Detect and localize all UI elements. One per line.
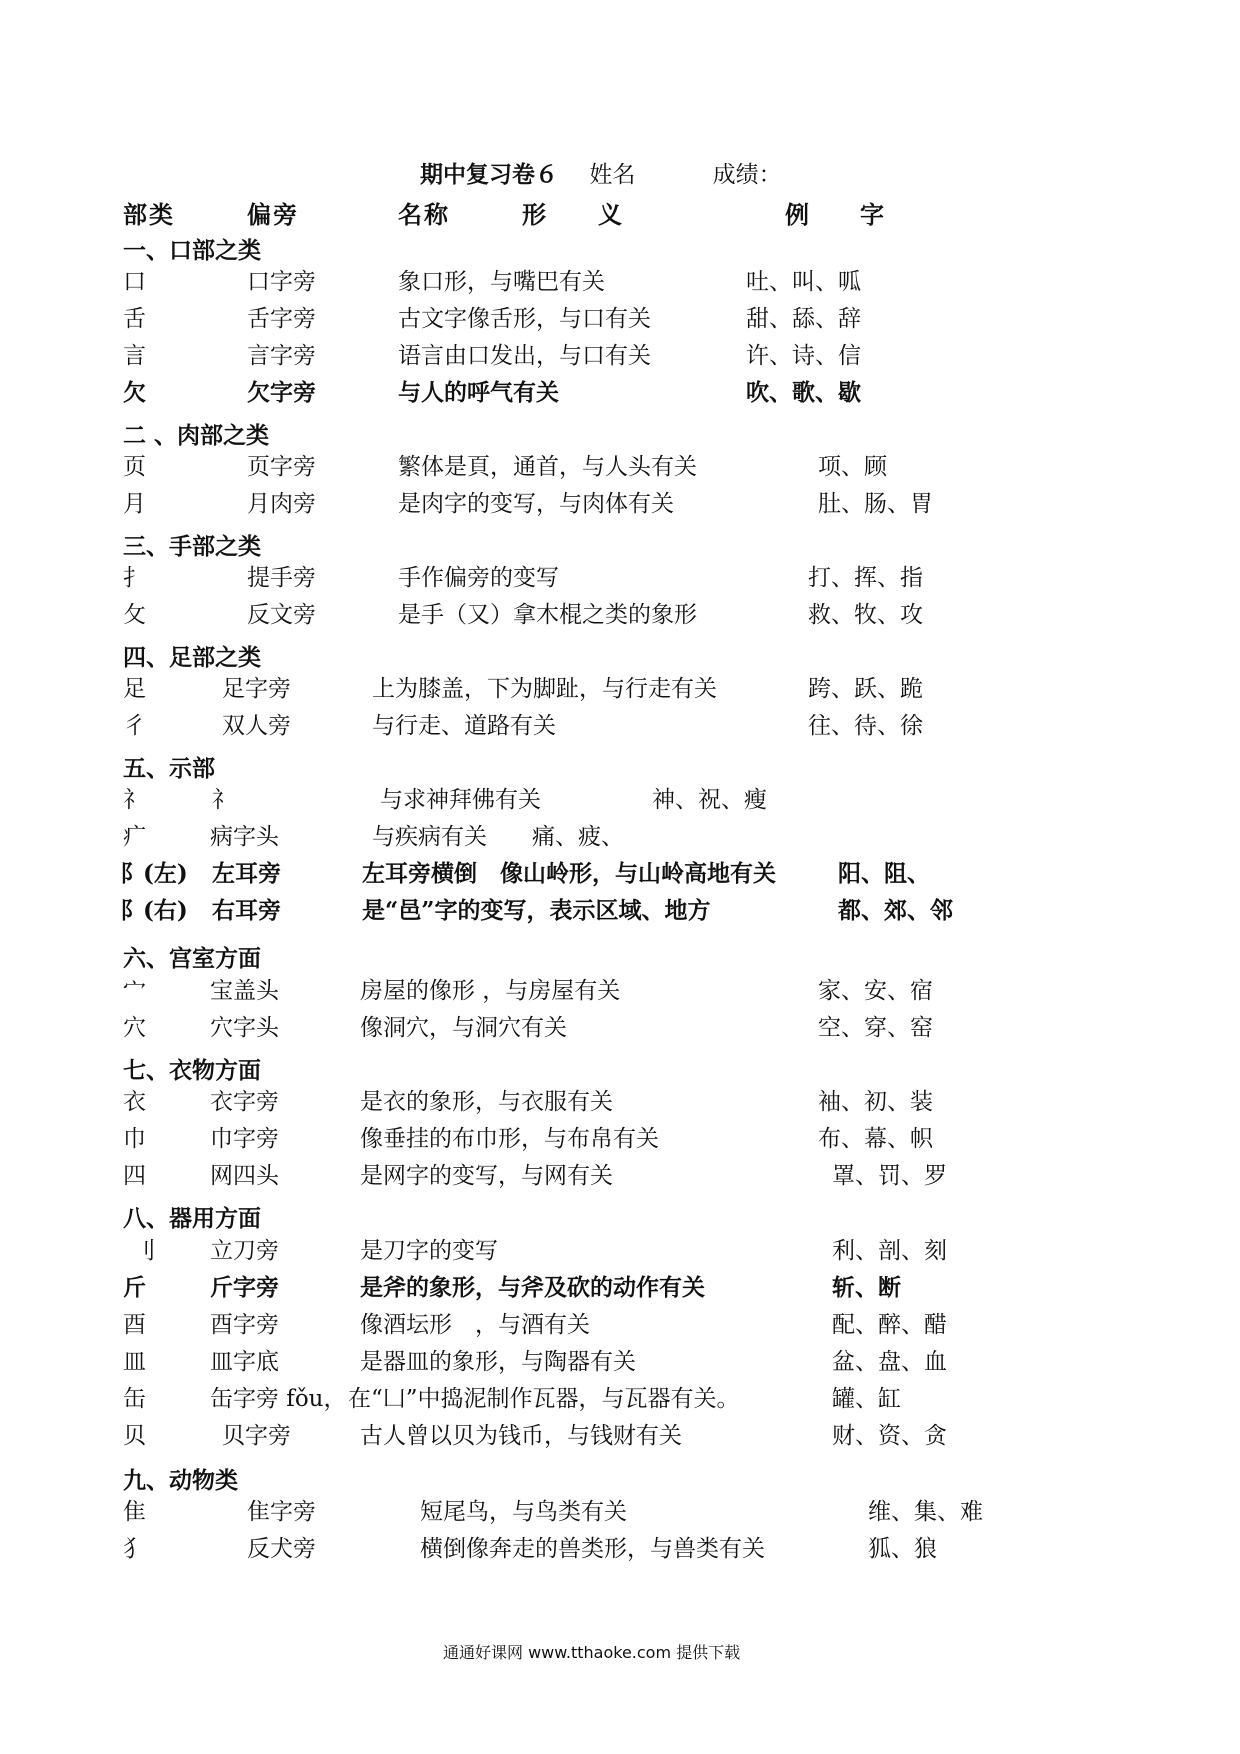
table-row <box>0 674 1240 708</box>
table-row <box>0 711 1240 745</box>
meaning-cell: 手作偏旁的变写 <box>398 565 559 591</box>
name-cell: 皿字底 <box>210 1349 279 1375</box>
page-title <box>420 156 782 189</box>
header-meaning: 义 <box>598 200 624 229</box>
name-cell: 隹字旁 <box>247 1499 316 1525</box>
examples-cell: 利、剖、刻 <box>832 1238 947 1264</box>
section-heading: 一、口部之类 <box>123 237 261 264</box>
meaning-cell: 像洞穴，与洞穴有关 <box>360 1015 567 1041</box>
name-cell: 左耳旁 <box>212 860 281 887</box>
table-row <box>0 1013 1240 1047</box>
examples-cell: 许、诗、信 <box>746 343 861 369</box>
name-cell: 反文旁 <box>247 602 316 628</box>
radical-cell: 四 <box>123 1163 146 1189</box>
meaning-cell: 是刀字的变写 <box>360 1238 498 1264</box>
radical-cell: 犭 <box>123 1536 146 1562</box>
examples-cell: 空、穿、窑 <box>818 1015 933 1041</box>
table-row <box>0 1310 1240 1344</box>
radical-cell: 皿 <box>123 1349 146 1375</box>
meaning-cell: 是肉字的变写，与肉体有关 <box>398 491 674 517</box>
name-cell: 宝盖头 <box>210 978 279 1004</box>
meaning-cell: 是网字的变写，与网有关 <box>360 1163 613 1189</box>
meaning-cell: 是斧的象形，与斧及砍的动作有关 <box>360 1274 705 1301</box>
examples-cell: 斩、断 <box>832 1274 901 1301</box>
examples-cell: 项、顾 <box>818 454 887 480</box>
header-example-1: 例 <box>785 200 811 229</box>
examples-cell: 财、资、贪 <box>832 1423 947 1449</box>
radical-cell: 衣 <box>123 1089 146 1115</box>
header-category: 部类 <box>123 200 175 229</box>
section-heading: 六、宫室方面 <box>123 945 261 972</box>
examples-cell: 都、郊、邻 <box>838 897 953 924</box>
footer-text: 通通好课网 www.tthaoke.com 提供下载 <box>443 1643 741 1662</box>
score-label: 成绩： <box>712 162 782 188</box>
name-cell: 立刀旁 <box>210 1238 279 1264</box>
radical-cell: 月 <box>123 491 146 517</box>
examples-cell: 肚、肠、胃 <box>818 491 933 517</box>
meaning-cell: 与求神拜佛有关 <box>380 787 541 813</box>
name-cell: 礻 <box>212 787 235 813</box>
radical-cell: 刂 <box>133 1238 156 1264</box>
table-row <box>0 267 1240 301</box>
section-heading: 二 、肉部之类 <box>123 422 270 449</box>
meaning-cell: 在“凵”中捣泥制作瓦器，与瓦器有关。 <box>348 1386 740 1412</box>
radical-cell: 礻 <box>123 787 146 813</box>
section-heading: 九、动物类 <box>123 1467 238 1494</box>
examples-cell: 吹、歌、歇 <box>746 379 861 406</box>
name-label: 姓名 <box>589 162 636 188</box>
table-row <box>0 1124 1240 1158</box>
examples-cell: 往、待、徐 <box>808 713 923 739</box>
examples-cell: 盆、盘、血 <box>832 1349 947 1375</box>
name-cell: 足字旁 <box>222 676 291 702</box>
meaning-cell: 像垂挂的布巾形，与布帛有关 <box>360 1126 659 1152</box>
name-cell: 酉字旁 <box>210 1312 279 1338</box>
meaning-cell: 是“邑”字的变写，表示区域、地方 <box>362 897 711 924</box>
examples-cell: 跨、跃、跪 <box>808 676 923 702</box>
examples-cell: 罩、罚、罗 <box>832 1163 947 1189</box>
meaning-cell: 古人曾以贝为钱币，与钱财有关 <box>360 1423 682 1449</box>
radical-cell: 隹 <box>123 1499 146 1525</box>
radical-cell: 欠 <box>123 379 146 406</box>
radical-cell: 斤 <box>123 1274 146 1301</box>
name-cell: 巾字旁 <box>210 1126 279 1152</box>
meaning-cell: 语言由口发出，与口有关 <box>398 343 651 369</box>
name-cell: 页字旁 <box>247 454 316 480</box>
table-row <box>0 600 1240 634</box>
radical-cell: 疒 <box>123 824 146 850</box>
examples-cell: 甜、舔、辞 <box>746 306 861 332</box>
table-row <box>0 896 1240 930</box>
meaning-cell: 是器皿的象形，与陶器有关 <box>360 1349 636 1375</box>
table-row <box>0 1087 1240 1121</box>
radical-cell: 彳 <box>123 713 146 739</box>
table-row <box>0 1347 1240 1381</box>
radical-cell: 宀 <box>123 978 146 1004</box>
meaning-cell: 象口形，与嘴巴有关 <box>398 269 605 295</box>
radical-cell: 扌 <box>123 565 146 591</box>
examples-cell: 维、集、难 <box>868 1499 983 1525</box>
radical-cell: 巾 <box>123 1126 146 1152</box>
meaning-cell: 上为膝盖，下为脚趾，与行走有关 <box>372 676 717 702</box>
examples-cell: 打、挥、指 <box>808 565 923 591</box>
table-row <box>0 1497 1240 1531</box>
examples-cell: 袖、初、装 <box>818 1089 933 1115</box>
table-row <box>0 1273 1240 1307</box>
name-cell: 月肉旁 <box>247 491 316 517</box>
radical-cell: 缶 <box>123 1386 146 1412</box>
name-cell: 言字旁 <box>247 343 316 369</box>
table-row <box>0 976 1240 1010</box>
examples-cell: 痛、疲、 <box>532 824 624 850</box>
radical-cell: 贝 <box>123 1423 146 1449</box>
radical-cell: 阝(右) <box>120 897 188 924</box>
examples-cell: 家、安、宿 <box>818 978 933 1004</box>
table-row <box>0 489 1240 523</box>
name-cell: 斤字旁 <box>210 1274 279 1301</box>
meaning-cell: 左耳旁横倒 像山岭形，与山岭高地有关 <box>362 860 776 887</box>
table-row <box>0 822 1240 856</box>
examples-cell: 狐、狼 <box>868 1536 937 1562</box>
examples-cell: 配、醉、醋 <box>832 1312 947 1338</box>
name-cell: 网四头 <box>210 1163 279 1189</box>
section-heading: 三、手部之类 <box>123 533 261 560</box>
table-row <box>0 304 1240 338</box>
radical-cell: 舌 <box>123 306 146 332</box>
meaning-cell: 短尾鸟，与鸟类有关 <box>420 1499 627 1525</box>
name-cell: 贝字旁 <box>222 1423 291 1449</box>
meaning-cell: 是衣的象形，与衣服有关 <box>360 1089 613 1115</box>
name-cell: 提手旁 <box>247 565 316 591</box>
header-form: 形 <box>522 200 548 229</box>
name-cell: 欠字旁 <box>247 379 316 406</box>
examples-cell: 布、幕、帜 <box>818 1126 933 1152</box>
meaning-cell: 与行走、道路有关 <box>372 713 556 739</box>
examples-cell: 罐、缸 <box>832 1386 901 1412</box>
title-main: 期中复习卷６ <box>420 161 558 188</box>
name-cell: 反犬旁 <box>247 1536 316 1562</box>
meaning-cell: 繁体是頁，通首，与人头有关 <box>398 454 697 480</box>
radical-cell: 足 <box>123 676 146 702</box>
meaning-cell: 与疾病有关 <box>372 824 487 850</box>
radical-cell: 口 <box>123 269 146 295</box>
section-heading: 四、足部之类 <box>123 644 261 671</box>
name-cell: 双人旁 <box>222 713 291 739</box>
radical-cell: 页 <box>123 454 146 480</box>
name-cell: 右耳旁 <box>212 897 281 924</box>
name-cell: 缶字旁 fǒu， <box>210 1386 347 1412</box>
examples-cell: 救、牧、攻 <box>808 602 923 628</box>
table-row <box>0 1384 1240 1418</box>
header-radical: 偏旁 <box>247 200 299 229</box>
header-example-2: 字 <box>860 200 886 229</box>
header-name: 名称 <box>398 200 450 229</box>
table-row <box>0 1421 1240 1455</box>
table-row <box>0 1161 1240 1195</box>
section-heading: 七、衣物方面 <box>123 1057 261 1084</box>
examples-cell: 吐、叫、呱 <box>746 269 861 295</box>
radical-cell: 言 <box>123 343 146 369</box>
examples-cell: 神、祝、瘦 <box>652 787 767 813</box>
section-heading: 八、器用方面 <box>123 1205 261 1232</box>
meaning-cell: 与人的呼气有关 <box>398 379 559 406</box>
table-row <box>0 859 1240 893</box>
radical-cell: 阝(左) <box>120 860 188 887</box>
name-cell: 衣字旁 <box>210 1089 279 1115</box>
meaning-cell: 是手（又）拿木棍之类的象形 <box>398 602 697 628</box>
radical-cell: 酉 <box>123 1312 146 1338</box>
radical-cell: 穴 <box>123 1015 146 1041</box>
name-cell: 病字头 <box>210 824 279 850</box>
meaning-cell: 房屋的像形 ，与房屋有关 <box>360 978 621 1004</box>
examples-cell: 阳、阻、 <box>838 860 930 887</box>
meaning-cell: 古文字像舌形，与口有关 <box>398 306 651 332</box>
name-cell: 口字旁 <box>247 269 316 295</box>
meaning-cell: 横倒像奔走的兽类形，与兽类有关 <box>420 1536 765 1562</box>
name-cell: 穴字头 <box>210 1015 279 1041</box>
table-row <box>0 785 1240 819</box>
radical-cell: 攵 <box>123 602 146 628</box>
table-row <box>0 1534 1240 1568</box>
section-heading: 五、示部 <box>123 755 215 782</box>
table-row <box>0 378 1240 412</box>
table-row <box>0 452 1240 486</box>
table-row <box>0 563 1240 597</box>
name-cell: 舌字旁 <box>247 306 316 332</box>
table-row <box>0 341 1240 375</box>
table-row <box>0 1236 1240 1270</box>
meaning-cell: 像酒坛形 ，与酒有关 <box>360 1312 590 1338</box>
